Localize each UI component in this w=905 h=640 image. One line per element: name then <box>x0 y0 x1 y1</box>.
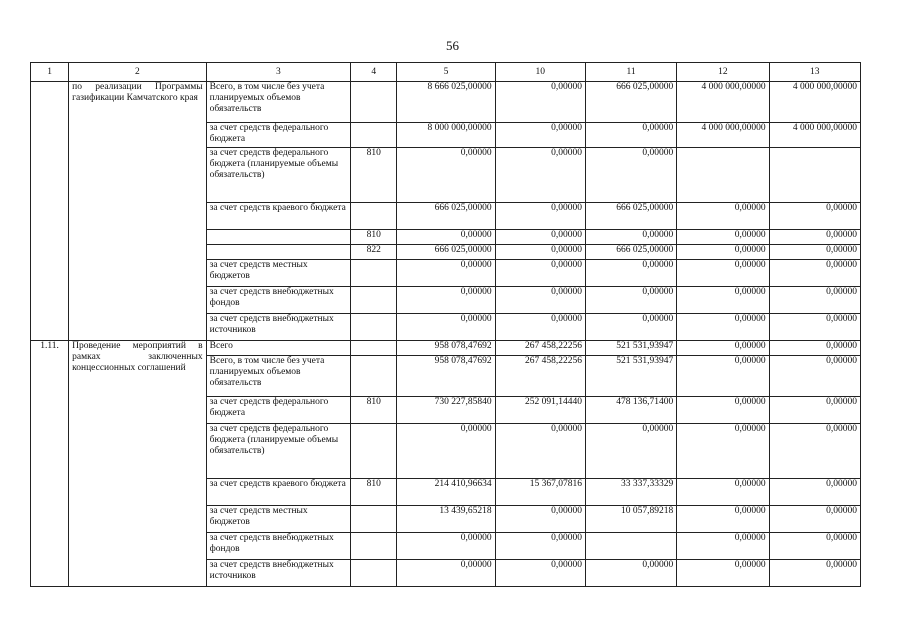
code-cell: 822 <box>351 245 397 260</box>
row-number-cell <box>31 82 69 341</box>
header-cell: 13 <box>769 63 860 82</box>
code-cell: 810 <box>351 148 397 203</box>
value-cell: 666 025,00000 <box>585 203 676 230</box>
header-cell: 5 <box>397 63 495 82</box>
value-cell: 0,00000 <box>495 424 585 479</box>
value-cell: 0,00000 <box>769 356 860 397</box>
value-cell: 0,00000 <box>677 203 769 230</box>
value-cell: 0,00000 <box>397 560 495 587</box>
funding-source-cell <box>206 230 351 245</box>
code-cell <box>351 260 397 287</box>
value-cell: 478 136,71400 <box>585 397 676 424</box>
value-cell: 0,00000 <box>495 533 585 560</box>
funding-source-cell: за счет средств внебюджетных источников <box>206 314 351 341</box>
funding-source-cell: за счет средств краевого бюджета <box>206 203 351 230</box>
code-cell <box>351 123 397 148</box>
value-cell: 252 091,14440 <box>495 397 585 424</box>
header-row <box>31 63 861 82</box>
funding-source-cell: за счет средств внебюджетных фондов <box>206 287 351 314</box>
value-cell: 0,00000 <box>769 424 860 479</box>
value-cell: 0,00000 <box>585 230 676 245</box>
value-cell: 0,00000 <box>677 260 769 287</box>
code-cell <box>351 203 397 230</box>
funding-source-cell: за счет средств федерального бюджета (планируемые объемы обязательств) <box>206 424 351 479</box>
value-cell: 0,00000 <box>585 123 676 148</box>
value-cell: 666 025,00000 <box>585 82 676 123</box>
value-cell: 0,00000 <box>677 341 769 356</box>
page-number: 56 <box>446 38 459 53</box>
table-row <box>31 82 861 123</box>
code-cell <box>351 341 397 356</box>
value-cell: 958 078,47692 <box>397 356 495 397</box>
value-cell <box>677 148 769 203</box>
header-cell: 3 <box>206 63 351 82</box>
value-cell: 267 458,22256 <box>495 341 585 356</box>
funding-source-cell: за счет средств федерального бюджета (планируемые объемы обязательств) <box>206 148 351 203</box>
value-cell: 0,00000 <box>769 479 860 506</box>
value-cell: 0,00000 <box>677 245 769 260</box>
header-cell: 11 <box>585 63 676 82</box>
activity-name-cell: по реализации Программы газификации Камчатского края <box>69 82 206 341</box>
value-cell: 0,00000 <box>495 123 585 148</box>
funding-source-cell: за счет средств местных бюджетов <box>206 506 351 533</box>
value-cell: 0,00000 <box>677 397 769 424</box>
value-cell: 0,00000 <box>495 203 585 230</box>
value-cell <box>585 533 676 560</box>
value-cell: 0,00000 <box>397 287 495 314</box>
value-cell: 0,00000 <box>677 287 769 314</box>
value-cell: 0,00000 <box>495 230 585 245</box>
value-cell: 0,00000 <box>677 479 769 506</box>
value-cell: 0,00000 <box>677 356 769 397</box>
value-cell: 521 531,93947 <box>585 341 676 356</box>
code-cell <box>351 314 397 341</box>
value-cell: 0,00000 <box>397 148 495 203</box>
value-cell: 0,00000 <box>769 341 860 356</box>
code-cell <box>351 356 397 397</box>
value-cell: 0,00000 <box>677 533 769 560</box>
funding-source-cell: Всего, в том числе без учета планируемых объемов обязательств <box>206 82 351 123</box>
budget-table <box>30 62 861 587</box>
value-cell: 0,00000 <box>769 533 860 560</box>
value-cell: 0,00000 <box>769 506 860 533</box>
header-cell: 4 <box>351 63 397 82</box>
value-cell: 0,00000 <box>495 245 585 260</box>
value-cell: 0,00000 <box>769 245 860 260</box>
value-cell: 0,00000 <box>495 560 585 587</box>
value-cell: 521 531,93947 <box>585 356 676 397</box>
value-cell: 0,00000 <box>585 260 676 287</box>
value-cell: 0,00000 <box>495 82 585 123</box>
value-cell: 0,00000 <box>769 314 860 341</box>
value-cell: 666 025,00000 <box>397 245 495 260</box>
value-cell: 8 000 000,00000 <box>397 123 495 148</box>
value-cell: 0,00000 <box>495 314 585 341</box>
code-cell: 810 <box>351 479 397 506</box>
value-cell: 4 000 000,00000 <box>769 82 860 123</box>
value-cell: 0,00000 <box>677 506 769 533</box>
header-cell: 1 <box>31 63 69 82</box>
value-cell: 4 000 000,00000 <box>677 123 769 148</box>
value-cell: 730 227,85840 <box>397 397 495 424</box>
value-cell: 0,00000 <box>677 560 769 587</box>
funding-source-cell: Всего <box>206 341 351 356</box>
funding-source-cell: за счет средств краевого бюджета <box>206 479 351 506</box>
value-cell: 4 000 000,00000 <box>769 123 860 148</box>
funding-source-cell: за счет средств внебюджетных источников <box>206 560 351 587</box>
value-cell <box>769 148 860 203</box>
value-cell: 0,00000 <box>495 287 585 314</box>
value-cell: 0,00000 <box>495 506 585 533</box>
code-cell <box>351 533 397 560</box>
value-cell: 0,00000 <box>397 533 495 560</box>
code-cell: 810 <box>351 230 397 245</box>
funding-source-cell: за счет средств внебюджетных фондов <box>206 533 351 560</box>
value-cell: 0,00000 <box>769 287 860 314</box>
value-cell: 0,00000 <box>769 260 860 287</box>
value-cell: 0,00000 <box>397 260 495 287</box>
value-cell: 0,00000 <box>585 424 676 479</box>
code-cell <box>351 287 397 314</box>
value-cell: 0,00000 <box>769 230 860 245</box>
header-cell: 12 <box>677 63 769 82</box>
value-cell: 0,00000 <box>585 560 676 587</box>
value-cell: 214 410,96634 <box>397 479 495 506</box>
code-cell <box>351 506 397 533</box>
funding-source-cell <box>206 245 351 260</box>
value-cell: 4 000 000,00000 <box>677 82 769 123</box>
value-cell: 0,00000 <box>769 560 860 587</box>
value-cell: 33 337,33329 <box>585 479 676 506</box>
row-number-cell: 1.11. <box>31 341 69 587</box>
value-cell: 267 458,22256 <box>495 356 585 397</box>
funding-source-cell: за счет средств федерального бюджета <box>206 397 351 424</box>
code-cell: 810 <box>351 397 397 424</box>
funding-source-cell: Всего, в том числе без учета планируемых объемов обязательств <box>206 356 351 397</box>
header-cell: 2 <box>69 63 206 82</box>
header-cell: 10 <box>495 63 585 82</box>
activity-name-cell: Проведение мероприятий в рамках заключенных концессионных соглашений <box>69 341 206 587</box>
value-cell: 0,00000 <box>397 314 495 341</box>
value-cell: 13 439,65218 <box>397 506 495 533</box>
value-cell: 0,00000 <box>397 230 495 245</box>
code-cell <box>351 82 397 123</box>
value-cell: 0,00000 <box>677 230 769 245</box>
value-cell: 0,00000 <box>585 148 676 203</box>
value-cell: 0,00000 <box>585 287 676 314</box>
value-cell: 8 666 025,00000 <box>397 82 495 123</box>
table-row <box>31 341 861 356</box>
value-cell: 0,00000 <box>585 314 676 341</box>
code-cell <box>351 560 397 587</box>
funding-source-cell: за счет средств федерального бюджета <box>206 123 351 148</box>
value-cell: 0,00000 <box>397 424 495 479</box>
value-cell: 0,00000 <box>769 203 860 230</box>
value-cell: 10 057,89218 <box>585 506 676 533</box>
value-cell: 0,00000 <box>677 424 769 479</box>
funding-source-cell: за счет средств местных бюджетов <box>206 260 351 287</box>
value-cell: 0,00000 <box>769 397 860 424</box>
value-cell: 0,00000 <box>677 314 769 341</box>
value-cell: 958 078,47692 <box>397 341 495 356</box>
value-cell: 666 025,00000 <box>397 203 495 230</box>
value-cell: 0,00000 <box>495 260 585 287</box>
code-cell <box>351 424 397 479</box>
value-cell: 0,00000 <box>495 148 585 203</box>
value-cell: 15 367,07816 <box>495 479 585 506</box>
value-cell: 666 025,00000 <box>585 245 676 260</box>
